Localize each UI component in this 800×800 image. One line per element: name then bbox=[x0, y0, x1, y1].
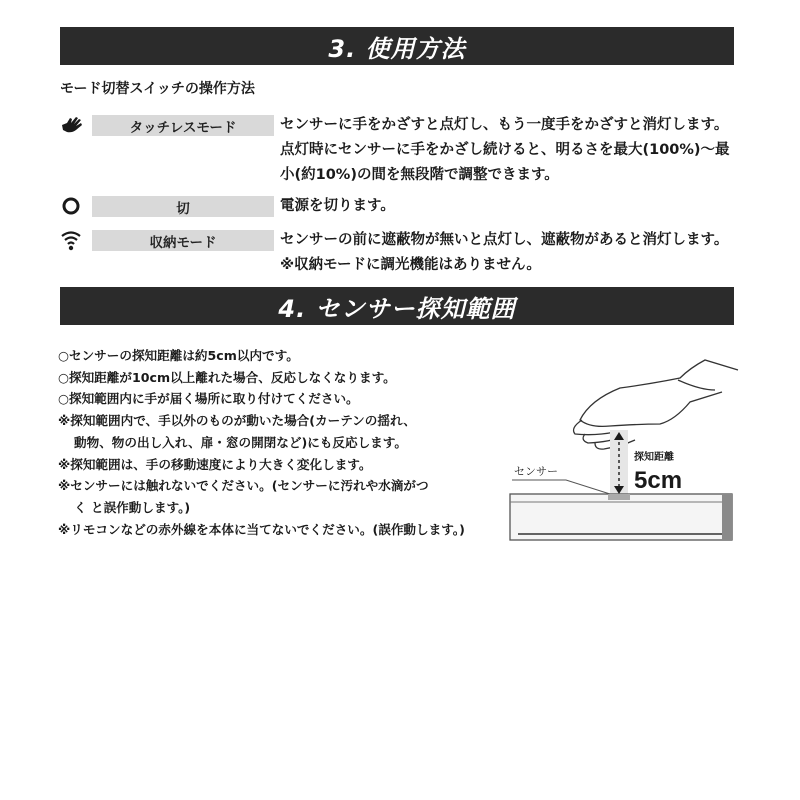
section-3-title: 3. 使用方法 bbox=[328, 34, 466, 63]
description-line: センサーの前に遮蔽物が無いと点灯し、遮蔽物があると消灯します。 bbox=[280, 232, 729, 248]
description-line: ※収納モードに調光機能はありません。 bbox=[280, 257, 541, 273]
sensor-label: センサー bbox=[514, 466, 558, 478]
hand-illustration bbox=[574, 360, 738, 449]
section-3-header bbox=[60, 27, 734, 65]
note-line: ○探知距離が10cm以上離れた場合、反応しなくなります。 bbox=[58, 369, 396, 385]
note-line: く と誤作動します。) bbox=[74, 499, 191, 515]
description-line: センサーに手をかざすと点灯し、もう一度手をかざすと消灯します。 bbox=[280, 117, 729, 133]
description-line: 電源を切ります。 bbox=[280, 198, 395, 214]
description-line: 点灯時にセンサーに手をかざし続けると、明るさを最大(100%)〜最 bbox=[280, 142, 730, 158]
section-4-title: 4. センサー探知範囲 bbox=[278, 294, 516, 323]
description-line: 小(約10%)の間を無段階で調整できます。 bbox=[280, 167, 559, 183]
sensor-range-diagram bbox=[500, 350, 740, 550]
mode-label-storage: 収納モード bbox=[92, 230, 274, 251]
note-line: ※探知範囲内で、手以外のものが動いた場合(カーテンの揺れ、 bbox=[58, 413, 416, 429]
sensor-leader-line bbox=[512, 480, 610, 494]
section-4-header bbox=[60, 287, 734, 325]
hand-icon bbox=[60, 115, 86, 135]
note-line: 動物、物の出し入れ、扉・窓の開閉など)にも反応します。 bbox=[74, 434, 407, 450]
mode-switch-subtitle: モード切替スイッチの操作方法 bbox=[60, 81, 255, 97]
mode-label-off: 切 bbox=[92, 196, 274, 217]
note-line: ※探知範囲は、手の移動速度により大きく変化します。 bbox=[58, 456, 372, 472]
mode-description-off bbox=[280, 194, 750, 219]
note-line: ※リモコンなどの赤外線を本体に当てないでください。(誤作動します。) bbox=[58, 521, 465, 537]
distance-label: 探知距離 bbox=[634, 452, 674, 463]
note-line: ○センサーの探知距離は約5cm以内です。 bbox=[58, 348, 299, 363]
distance-value: 5cm bbox=[634, 467, 683, 494]
mode-description-storage bbox=[280, 228, 750, 278]
sensor-notes bbox=[58, 345, 508, 540]
circle-off-icon bbox=[60, 196, 86, 216]
mode-label-touchless: タッチレスモード bbox=[92, 115, 274, 136]
sensor-wave-icon bbox=[60, 230, 86, 250]
light-fixture bbox=[510, 494, 732, 540]
note-line: ※センサーには触れないでください。(センサーに汚れや水滴がつ bbox=[58, 478, 429, 494]
mode-description-touchless bbox=[280, 113, 750, 188]
note-line: ○探知範囲内に手が届く場所に取り付けてください。 bbox=[58, 391, 359, 407]
